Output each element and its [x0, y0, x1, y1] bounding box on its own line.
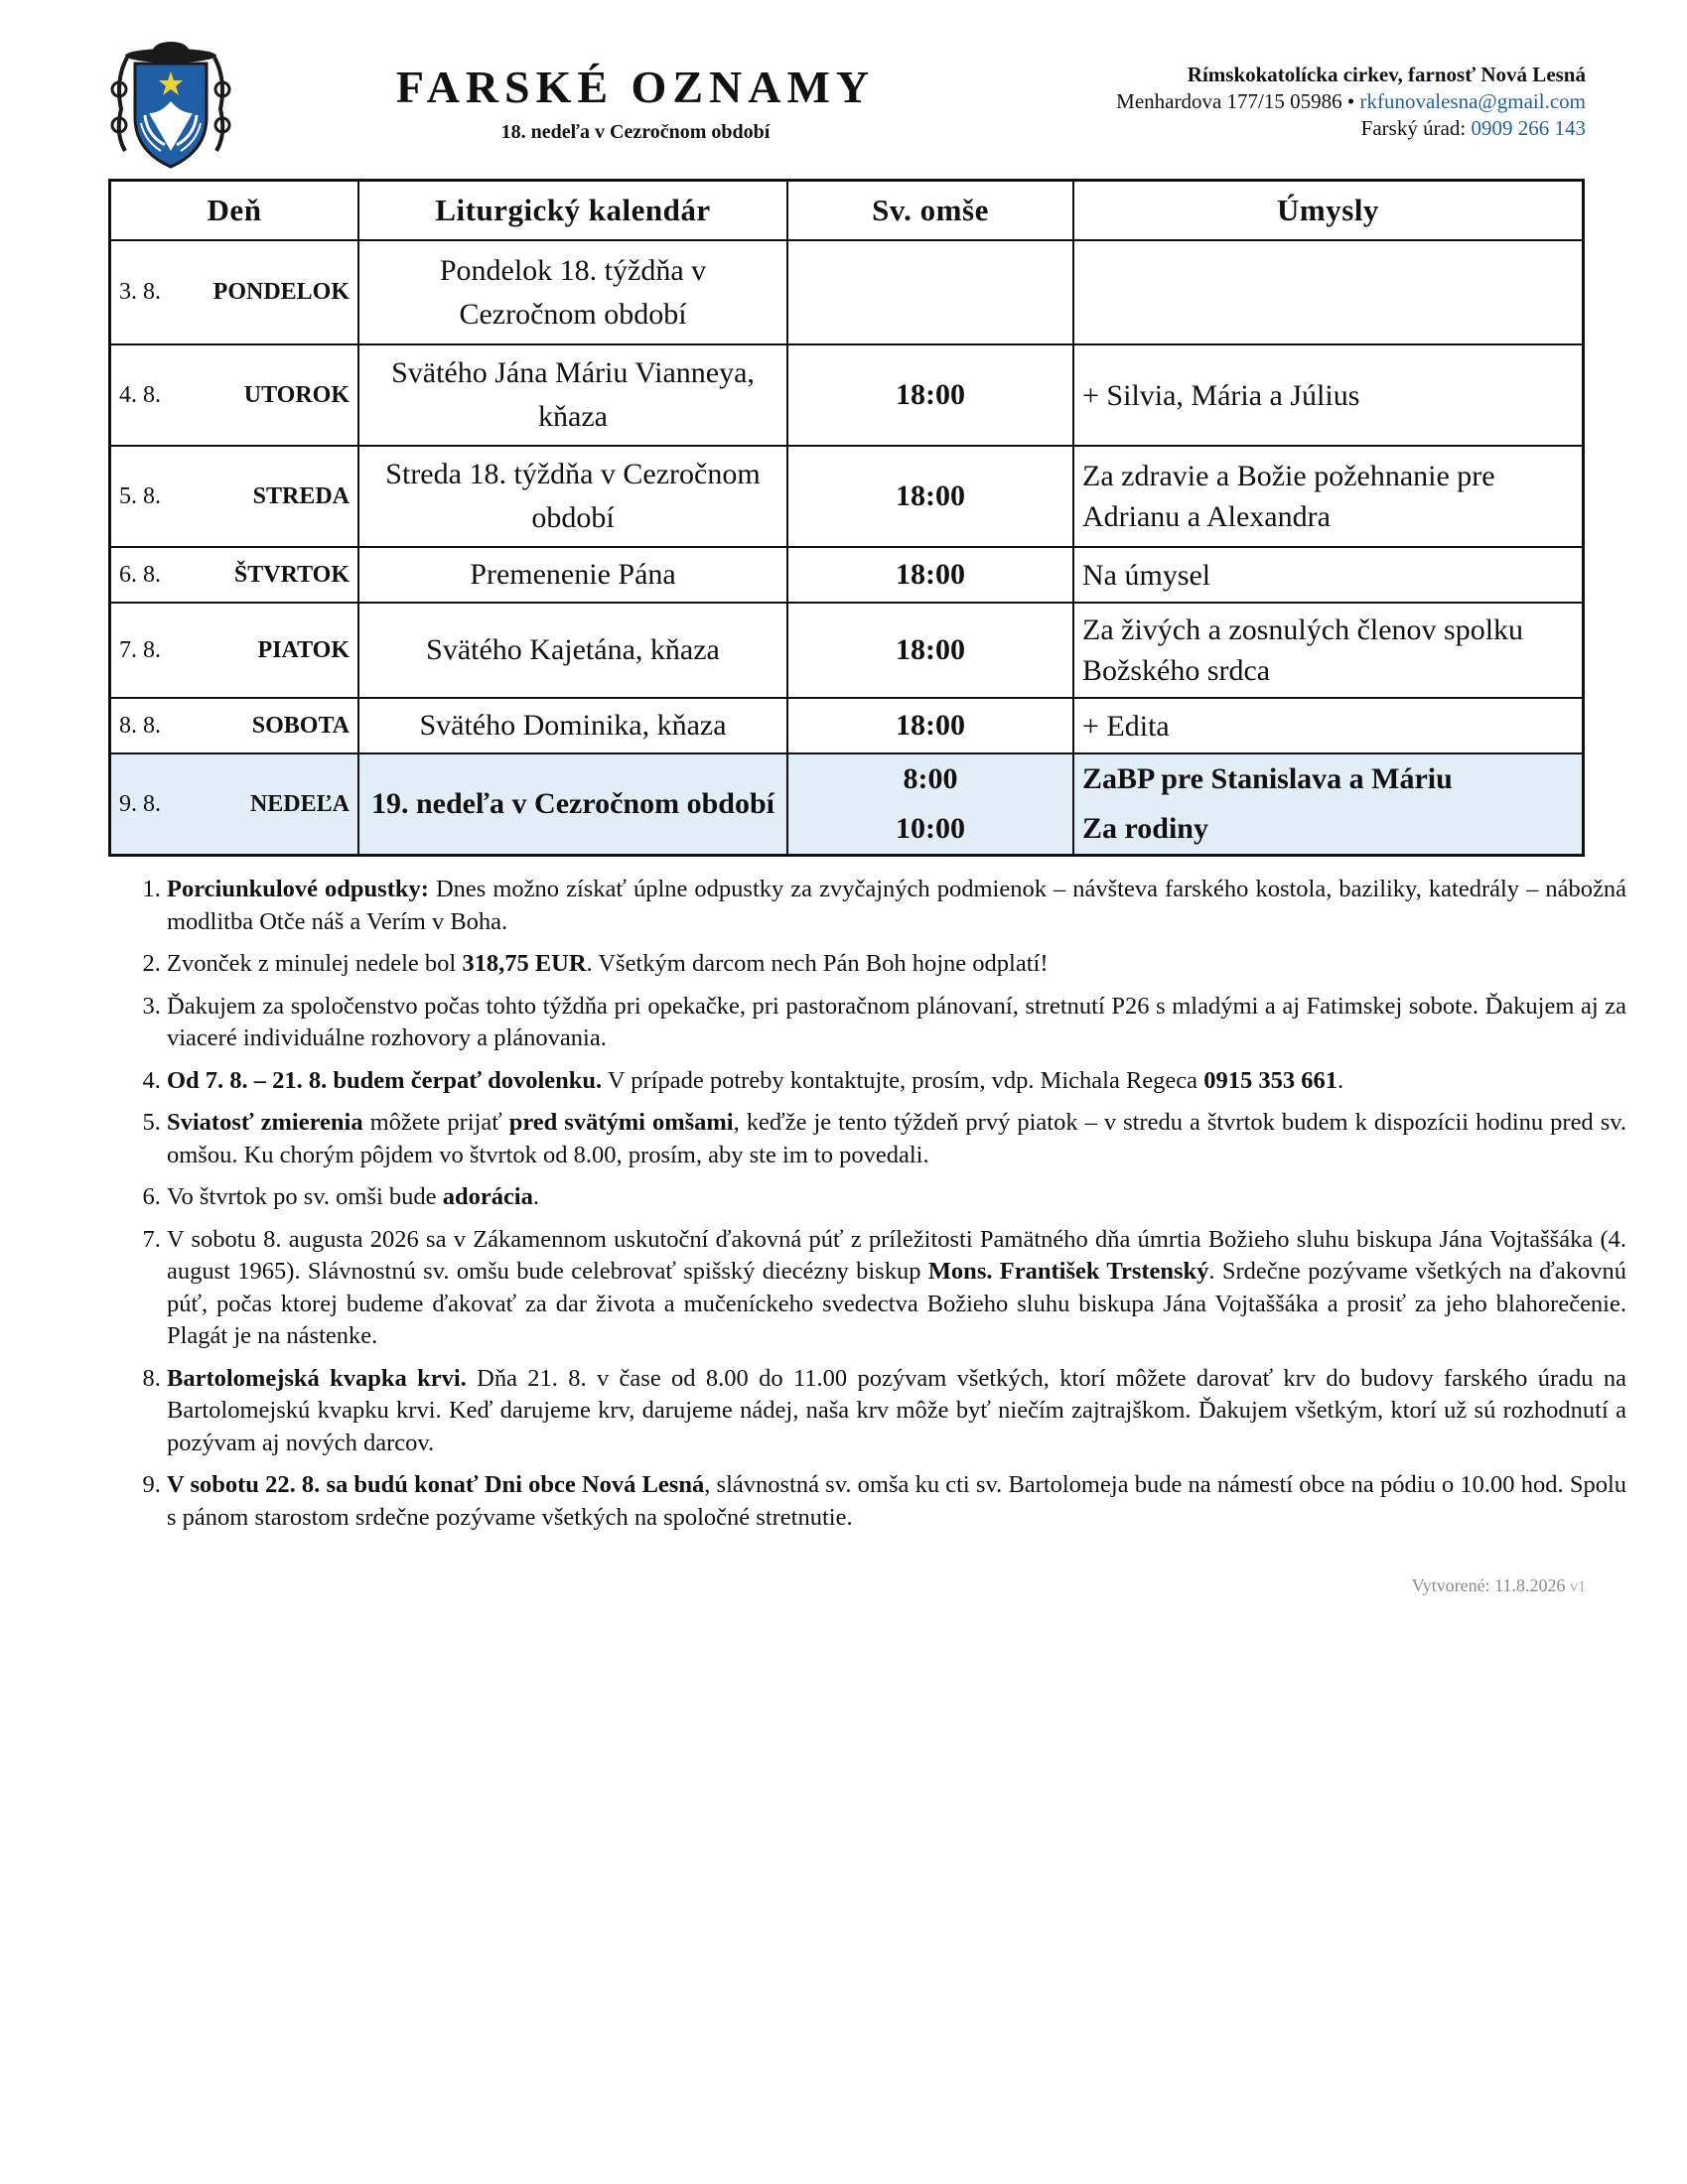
- day-name: PIATOK: [257, 636, 350, 663]
- note-text: Ďakujem za spoločenstvo počas tohto týždňa pri opekačke, pri pastoračnom plánovaní, stretnutí P26 s mladými a aj Fatimskej sobote. Ďakujem aj za viaceré individuálne rozhovory a plánovania.: [167, 992, 1626, 1051]
- office-phone-link[interactable]: 0909 266 143: [1471, 116, 1586, 140]
- mass-cell: 18:00: [787, 446, 1073, 547]
- day-name: ŠTVRTOK: [233, 561, 350, 588]
- intention-cell: + Edita: [1073, 698, 1584, 753]
- note-bold: adorácia: [442, 1183, 533, 1210]
- announcement-list: [109, 874, 1626, 1544]
- note-text: . Srdečne pozývame všetkých na ďakovnú púť, počas ktorej budeme ďakovať za dar života a mučeníckeho svedectva Božieho sluhu biskupa Jána Vojtaššáka a prosiť za jeho blahorečenie. Plagát je na nástenke.: [167, 1258, 1627, 1349]
- note-text: V prípade potreby kontaktujte, prosím, vdp. Michala Regeca: [602, 1066, 1204, 1094]
- day-name: STREDA: [252, 482, 350, 509]
- mass-cell: 18:00: [787, 603, 1073, 698]
- day-cell: [110, 547, 359, 603]
- list-item: [167, 1181, 1626, 1214]
- column-header-liturgy: Liturgický kalendár: [358, 181, 787, 241]
- note-text: , slávnostná sv. omša ku cti sv. Bartolomeja bude na námestí obce na pódiu o 10.00 hod. Spolu s pánom starostom srdečne pozývame všetkých na spoločné stretnutie.: [167, 1471, 1626, 1531]
- note-text: , keďže je tento týždeň prvý piatok – v stredu a štvrtok budem k dispozícii hodinu pred sv. omšou. Ku chorým pôjdem vo štvrtok od 8.00, prosím, aby ste im to povedali.: [167, 1109, 1627, 1168]
- day-name: PONDELOK: [212, 279, 350, 305]
- note-text: .: [532, 1183, 539, 1210]
- date: 3. 8.: [119, 279, 161, 305]
- date: 9. 8.: [119, 790, 161, 817]
- parish-name: Rímskokatolícka cirkev, farnosť Nová Lesná: [1187, 63, 1586, 86]
- address-line: [1116, 88, 1586, 115]
- intention-cell: [1073, 753, 1584, 856]
- day-name: SOBOTA: [251, 712, 350, 739]
- footer: [1412, 1575, 1586, 1596]
- intention-cell: Za živých a zosnulých členov spolku Božského srdca: [1073, 603, 1584, 698]
- list-item: [167, 1065, 1626, 1098]
- list-item: [167, 1107, 1626, 1171]
- note-bold: 318,75 EUR: [462, 950, 587, 977]
- office-line: [1116, 115, 1586, 142]
- intention-cell: + Silvia, Mária a Július: [1073, 344, 1584, 446]
- note-bold: V sobotu 22. 8. sa budú konať Dni obce Nová Lesná: [167, 1471, 705, 1498]
- intention-cell: [1073, 240, 1584, 344]
- table-row: [110, 603, 1584, 698]
- table-row: [110, 240, 1584, 344]
- email-link[interactable]: rkfunovalesna@gmail.com: [1359, 89, 1586, 113]
- date: 6. 8.: [119, 561, 161, 588]
- table-row: [110, 698, 1584, 753]
- date: 4. 8.: [119, 381, 161, 408]
- note-bold: pred svätými omšami: [508, 1109, 734, 1136]
- day-cell: [110, 603, 359, 698]
- mass-cell: 18:00: [787, 344, 1073, 446]
- liturgy-cell: Premenenie Pána: [358, 547, 787, 603]
- mass-cell: [787, 753, 1073, 856]
- note-bold: 0915 353 661: [1203, 1066, 1337, 1094]
- mass-schedule-table: [108, 179, 1585, 857]
- day-cell: [110, 698, 359, 753]
- table-row: [110, 547, 1584, 603]
- list-item: [167, 1224, 1626, 1353]
- list-item: [167, 991, 1626, 1055]
- note-text: Vo štvrtok po sv. omši bude: [167, 1183, 443, 1210]
- note-bold: Bartolomejská kvapka krvi.: [167, 1364, 467, 1392]
- note-bold: Mons. František Trstenský: [927, 1258, 1209, 1285]
- note-text: môžete prijať: [362, 1109, 509, 1136]
- table-header-row: [110, 181, 1584, 241]
- note-bold: Od 7. 8. – 21. 8. budem čerpať dovolenku.: [167, 1066, 603, 1094]
- office-label: Farský úrad:: [1360, 116, 1467, 140]
- note-text: .: [1336, 1066, 1344, 1094]
- mass-time: 8:00: [903, 762, 958, 795]
- address: Menhardova 177/15 05986 •: [1116, 89, 1355, 113]
- note-text: V sobotu 8. augusta 2026 sa v Zákamennom uskutoční ďakovná púť z príležitosti Pamätného dňa úmrtia Božieho sluhu biskupa Jána Vojtaššáka (4. august 1965). Slávnostnú sv. omšu bude celebrovať spišský diecézny biskup: [167, 1225, 1626, 1285]
- liturgy-cell: 19. nedeľa v Cezročnom období: [358, 753, 787, 856]
- day-cell: [110, 446, 359, 547]
- intention-cell: Na úmysel: [1073, 547, 1584, 603]
- day-name: UTOROK: [243, 381, 350, 408]
- date: 5. 8.: [119, 482, 161, 509]
- day-cell: [110, 240, 359, 344]
- list-item: [167, 1363, 1626, 1460]
- note-text: . Všetkým darcom nech Pán Boh hojne odplatí!: [586, 950, 1049, 977]
- note-text: Dňa 21. 8. v čase od 8.00 do 11.00 pozývam všetkých, ktorí môžete darovať krv do budovy farského úradu na Bartolomejskú kvapku krvi. Keď darujeme krv, darujeme nádej, naša krv môže byť niečím zajtrajškom. Ďakujem všetkým, ktorí už sú rozhodnutí a pozývam aj nových darcov.: [167, 1364, 1626, 1456]
- table-row: [110, 344, 1584, 446]
- mass-cell: 18:00: [787, 547, 1073, 603]
- page-title: FARSKÉ OZNAMY: [395, 62, 876, 112]
- mass-time: 10:00: [896, 812, 965, 845]
- note-text: Dnes možno získať úplne odpustky za zvyčajných podmienok – návšteva farského kostola, baziliky, katedrály – nábožná modlitba Otče náš a Verím v Boha.: [167, 876, 1626, 935]
- date: 8. 8.: [119, 712, 161, 739]
- note-bold: Sviatosť zmierenia: [167, 1109, 363, 1136]
- parish-coat-of-arms-icon: [101, 40, 240, 171]
- column-header-day: Deň: [110, 181, 359, 241]
- note-text: Zvonček z minulej nedele bol: [167, 950, 463, 977]
- list-item: [167, 948, 1626, 981]
- intention: ZaBP pre Stanislava a Máriu: [1082, 762, 1453, 795]
- list-item: [167, 1469, 1626, 1534]
- intention: Za rodiny: [1082, 812, 1208, 845]
- day-cell: [110, 344, 359, 446]
- mass-cell: [787, 240, 1073, 344]
- table-row: [110, 446, 1584, 547]
- date: 7. 8.: [119, 636, 161, 663]
- mass-cell: 18:00: [787, 698, 1073, 753]
- day-name: NEDEĽA: [249, 790, 350, 817]
- day-cell: [110, 753, 359, 856]
- note-bold: Porciunkulové odpustky:: [167, 876, 429, 902]
- liturgy-cell: Pondelok 18. týždňa v Cezročnom období: [358, 240, 787, 344]
- version-label: v1: [1570, 1578, 1586, 1595]
- liturgy-cell: Svätého Jána Máriu Vianneya, kňaza: [358, 344, 787, 446]
- created-date: Vytvorené: 11.8.2026: [1411, 1575, 1566, 1595]
- table-row-sunday: [110, 753, 1584, 856]
- page-subtitle: 18. nedeľa v Cezročnom období: [500, 121, 771, 143]
- column-header-intention: Úmysly: [1073, 181, 1584, 241]
- column-header-mass: Sv. omše: [787, 181, 1073, 241]
- parish-contact: [1116, 62, 1586, 142]
- liturgy-cell: Streda 18. týždňa v Cezročnom období: [358, 446, 787, 547]
- liturgy-cell: Svätého Dominika, kňaza: [358, 698, 787, 753]
- title-block: [377, 60, 894, 144]
- list-item: [167, 874, 1626, 938]
- intention-cell: Za zdravie a Božie požehnanie pre Adrianu a Alexandra: [1073, 446, 1584, 547]
- liturgy-cell: Svätého Kajetána, kňaza: [358, 603, 787, 698]
